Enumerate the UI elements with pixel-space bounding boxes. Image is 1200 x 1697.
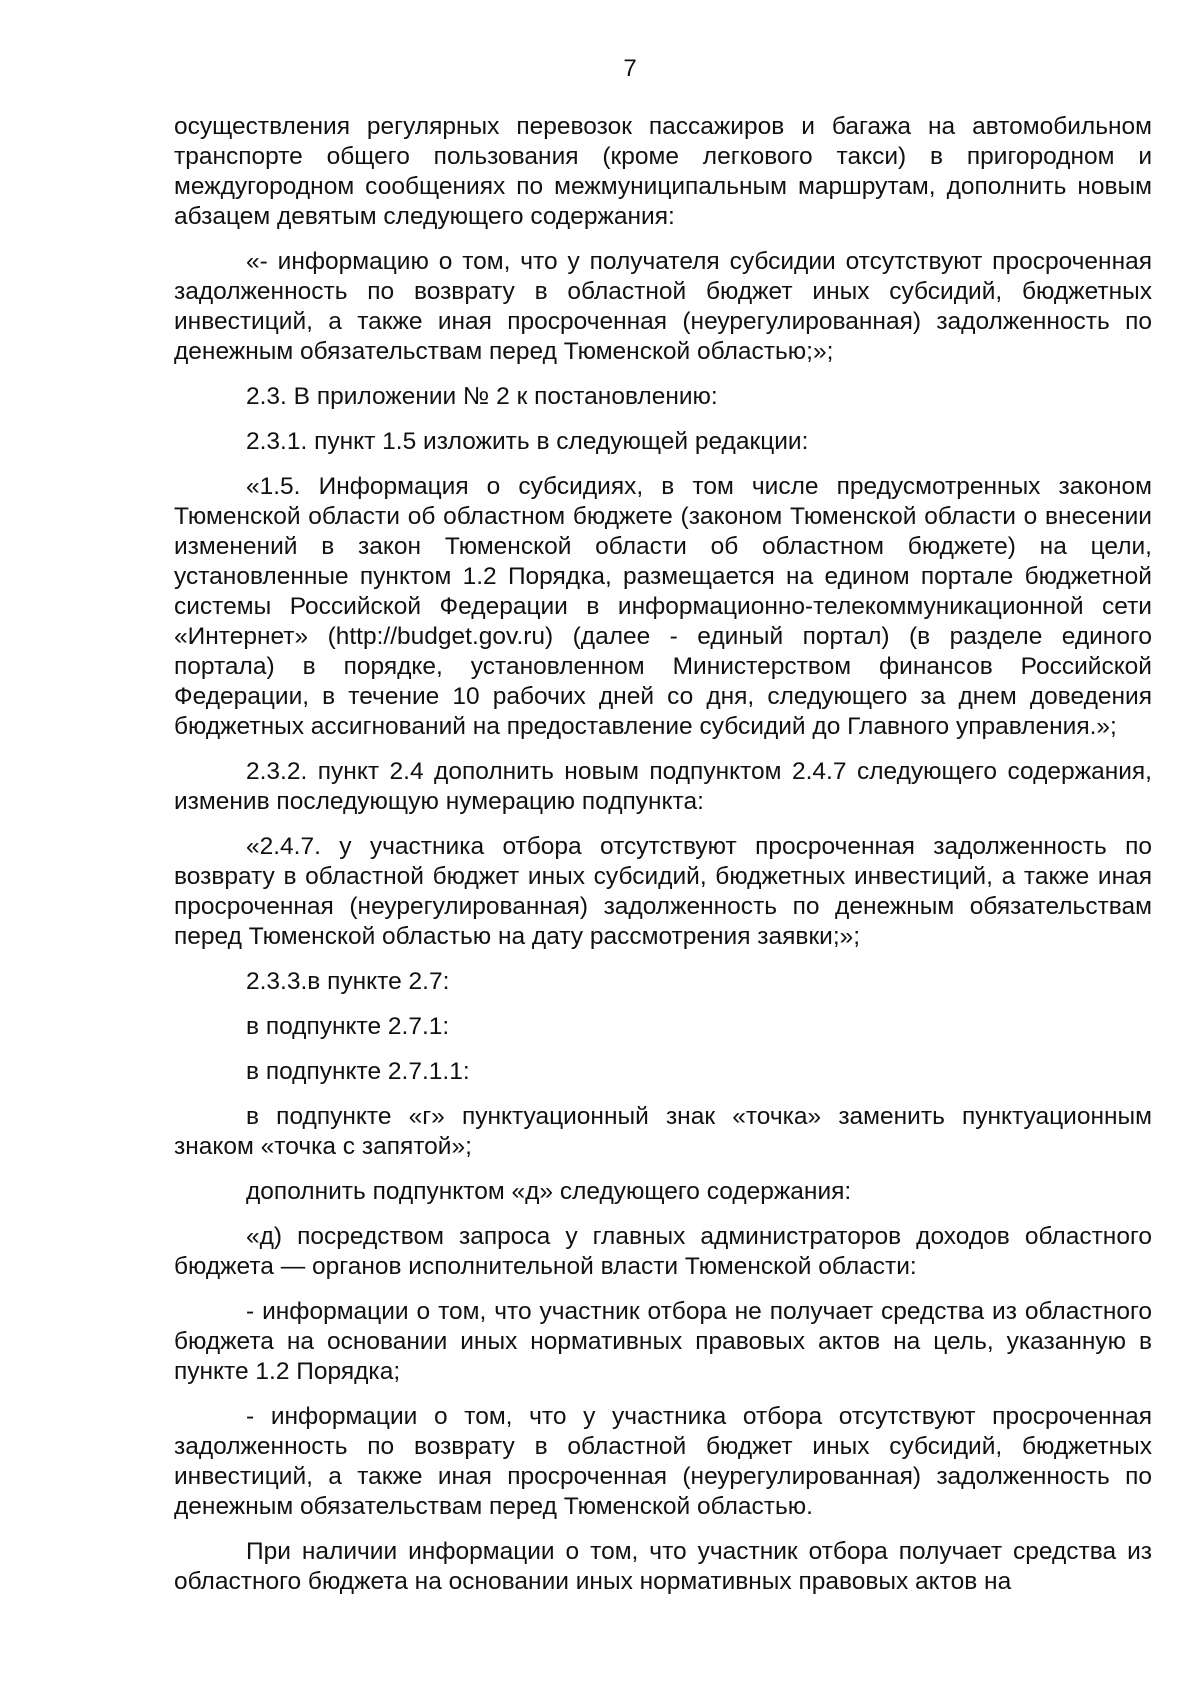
paragraph-6: 2.3.2. пункт 2.4 дополнить новым подпунктом 2.4.7 следующего содержания, изменив последующую нумерацию подпункта: <box>174 758 1152 815</box>
paragraph-13: «д) посредством запроса у главных администраторов доходов областного бюджета — органов исполнительной власти Тюменской области: <box>174 1223 1152 1280</box>
paragraph-2: «- информацию о том, что у получателя субсидии отсутствуют просроченная задолженность по возврату в областной бюджет иных субсидий, бюджетных инвестиций, а также иная просроченная (неурегулированная) задолженность по денежным обязательствам перед Тюменской областью;»; <box>174 248 1152 365</box>
paragraph-8: 2.3.3.в пункте 2.7: <box>246 968 450 995</box>
paragraph-9: в подпункте 2.7.1: <box>246 1013 450 1040</box>
paragraph-15: - информации о том, что у участника отбора отсутствуют просроченная задолженность по возврату в областной бюджет иных субсидий, бюджетных инвестиций, а также иная просроченная (неурегулированная) задолженность по денежным обязательствам перед Тюменской областью. <box>174 1403 1152 1520</box>
paragraph-4: 2.3.1. пункт 1.5 изложить в следующей редакции: <box>246 428 809 455</box>
paragraph-14: - информации о том, что участник отбора не получает средства из областного бюджета на основании иных нормативных правовых актов на цель, указанную в пункте 1.2 Порядка; <box>174 1298 1152 1385</box>
paragraph-12: дополнить подпунктом «д» следующего содержания: <box>246 1178 852 1205</box>
paragraph-1: осуществления регулярных перевозок пассажиров и багажа на автомобильном транспорте общего пользования (кроме легкового такси) в пригородном и междугородном сообщениях по межмуниципальным маршрутам, дополнить новым абзацем девятым следующего содержания: <box>174 113 1152 230</box>
document-body <box>174 112 1152 1612</box>
paragraph-5: «1.5. Информация о субсидиях, в том числе предусмотренных законом Тюменской области об областном бюджете (законом Тюменской области о внесении изменений в закон Тюменской области об областном бюджете) на цели, установленные пунктом 1.2 Порядка, размещается на едином портале бюджетной системы Российской Федерации в информационно-телекоммуникационной сети «Интернет» (http://budget.gov.ru) (далее - единый портал) (в разделе единого портала) в порядке, установленном Министерством финансов Российской Федерации, в течение 10 рабочих дней со дня, следующего за днем доведения бюджетных ассигнований на предоставление субсидий до Главного управления.»; <box>174 473 1152 740</box>
page-number: 7 <box>623 55 637 82</box>
paragraph-10: в подпункте 2.7.1.1: <box>246 1058 470 1085</box>
paragraph-11: в подпункте «г» пунктуационный знак «точка» заменить пунктуационным знаком «точка с запятой»; <box>174 1103 1152 1160</box>
paragraph-7: «2.4.7. у участника отбора отсутствуют просроченная задолженность по возврату в областной бюджет иных субсидий, бюджетных инвестиций, а также иная просроченная (неурегулированная) задолженность по денежным обязательствам перед Тюменской областью на дату рассмотрения заявки;»; <box>174 833 1152 950</box>
paragraph-3: 2.3. В приложении № 2 к постановлению: <box>246 383 718 410</box>
paragraph-16: При наличии информации о том, что участник отбора получает средства из областного бюджета на основании иных нормативных правовых актов на <box>174 1538 1152 1595</box>
